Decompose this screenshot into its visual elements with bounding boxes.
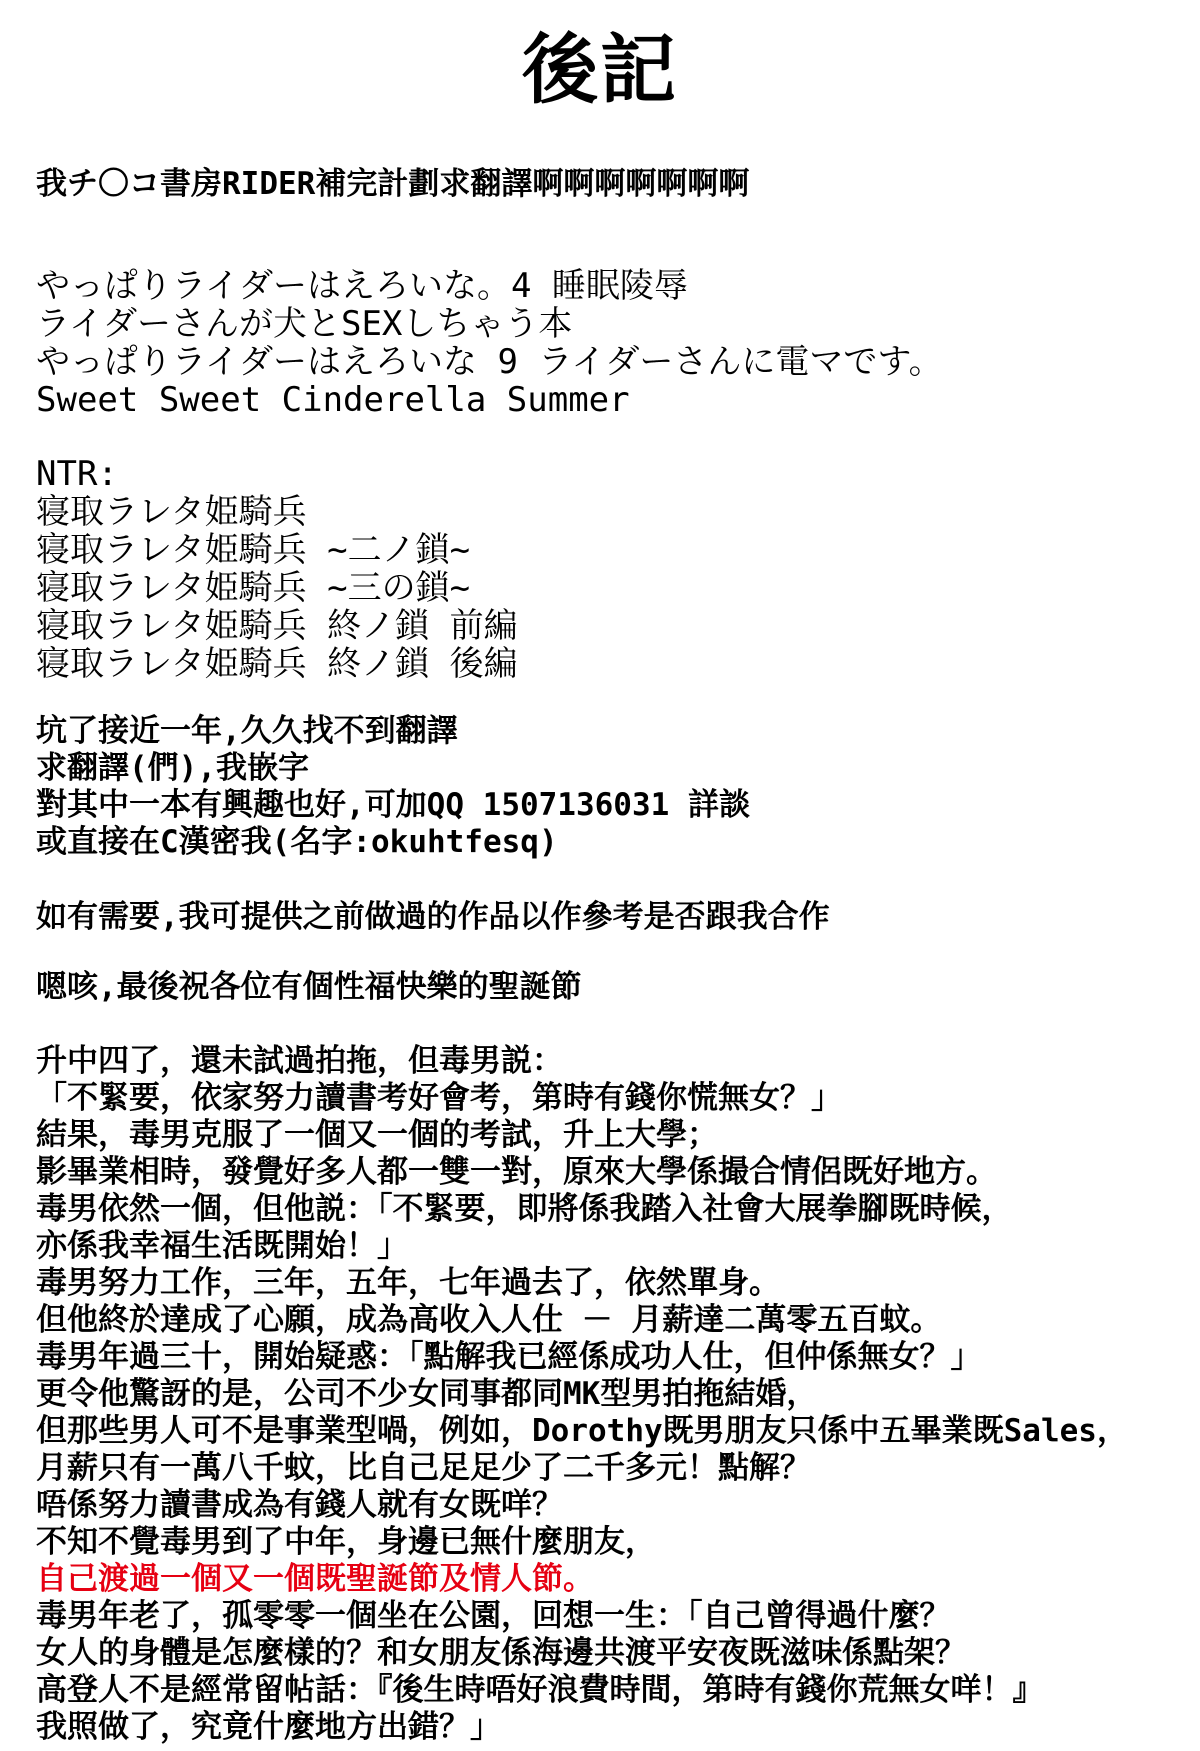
section-ntr-doujin-list xyxy=(36,455,1164,683)
text-line: 寝取ラレタ姫騎兵 ~三の鎖~ xyxy=(36,568,471,608)
text-line: 毒男年老了，孤零零一個坐在公園，回想一生：「自己曾得過什麼？ xyxy=(36,1598,951,1634)
text-line: 毒男依然一個，但他説：「不緊要，即將係我踏入社會大展拳腳既時候， xyxy=(36,1191,1013,1227)
text-line: 寝取ラレタ姫騎兵 終ノ鎖 後編 xyxy=(36,644,518,684)
text-line: 或直接在C漢密我(名字:okuhtfesq) xyxy=(36,824,558,860)
text-line: 毒男努力工作，三年，五年，七年過去了，依然單身。 xyxy=(36,1265,780,1301)
section-translator-recruitment xyxy=(36,713,1164,861)
text-line: 影畢業相時，發覺好多人都一雙一對，原來大學係撮合情侶既好地方。 xyxy=(36,1154,997,1190)
text-line: 寝取ラレタ姫騎兵 xyxy=(36,492,307,532)
text-line: 女人的身體是怎麼樣的？和女朋友係海邊共渡平安夜既滋味係點架？ xyxy=(36,1635,966,1671)
text-line: 月薪只有一萬八千蚊，比自己足足少了二千多元！點解？ xyxy=(36,1450,811,1486)
text-line: 我照做了，究竟什麼地方出錯？」 xyxy=(36,1709,501,1745)
text-line: 毒男年過三十，開始疑惑：「點解我已經係成功人仕，但仲係無女？」 xyxy=(36,1339,982,1375)
text-line: 如有需要,我可提供之前做過的作品以作參考是否跟我合作 xyxy=(36,899,830,935)
text-line: 升中四了，還未試過拍拖，但毒男説： xyxy=(36,1043,563,1079)
page-title: 後記 xyxy=(522,25,678,114)
text-line: 寝取ラレタ姫騎兵 ~二ノ鎖~ xyxy=(36,530,471,570)
text-line: 高登人不是經常留帖話：『後生時唔好浪費時間，第時有錢你荒無女咩！』 xyxy=(36,1672,1044,1708)
text-line: 嗯咳,最後祝各位有個性福快樂的聖誕節 xyxy=(36,969,582,1005)
text-line: 結果，毒男克服了一個又一個的考試，升上大學； xyxy=(36,1117,718,1153)
text-line: 唔係努力讀書成為有錢人就有女既咩？ xyxy=(36,1487,563,1523)
text-line: 但他終於達成了心願，成為高收入人仕 － 月薪達二萬零五百蚊。 xyxy=(36,1302,942,1338)
section-intro-plea xyxy=(36,166,1164,203)
text-line: 亦係我幸福生活既開始！」 xyxy=(36,1228,408,1264)
text-line: 坑了接近一年,久久找不到翻譯 xyxy=(36,713,458,749)
highlighted-red-line: 自己渡過一個又一個既聖誕節及情人節。 xyxy=(36,1561,594,1597)
text-line: 寝取ラレタ姫騎兵 終ノ鎖 前編 xyxy=(36,606,518,646)
text-line: NTR: xyxy=(36,454,118,494)
text-line: 但那些男人可不是事業型喎，例如，Dorothy既男朋友只係中五畢業既Sales， xyxy=(36,1413,1128,1449)
section-sample-offer xyxy=(36,899,1164,936)
text-line: 更令他驚訝的是，公司不少女同事都同MK型男拍拖結婚， xyxy=(36,1376,818,1412)
text-line: 對其中一本有興趣也好,可加QQ 1507136031 詳談 xyxy=(36,787,750,823)
section-rider-doujin-list xyxy=(36,267,1164,419)
text-line: 不知不覺毒男到了中年，身邊已無什麼朋友， xyxy=(36,1524,656,1560)
text-line: 求翻譯(們),我嵌字 xyxy=(36,750,309,786)
text-line: 我チ〇コ書房RIDER補完計劃求翻譯啊啊啊啊啊啊啊 xyxy=(36,166,750,202)
text-line: Sweet Sweet Cinderella Summer xyxy=(36,380,630,420)
text-line: やっぱりライダーはえろいな。4 睡眠陵辱 xyxy=(36,266,688,306)
section-loner-story xyxy=(36,1043,1164,1746)
section-christmas-greeting xyxy=(36,969,1164,1006)
text-line: 「不緊要，依家努力讀書考好會考，第時有錢你慌無女？」 xyxy=(36,1080,842,1116)
text-line: ライダーさんが犬とSEXしちゃう本 xyxy=(36,304,573,344)
text-line: やっぱりライダーはえろいな 9 ライダーさんに電マです。 xyxy=(36,342,943,382)
